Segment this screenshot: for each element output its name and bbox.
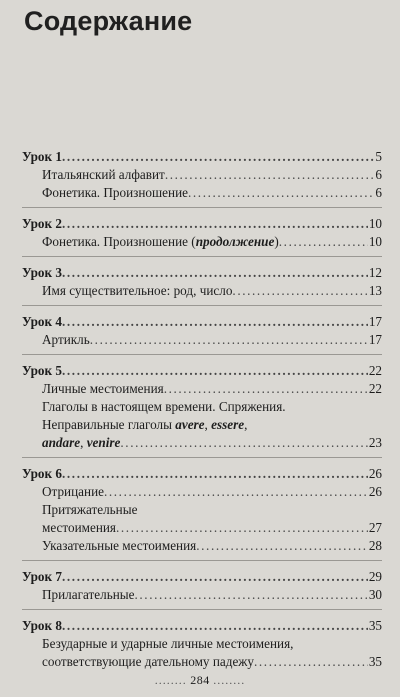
page-ref: 26 xyxy=(368,484,382,499)
page-title: Содержание xyxy=(24,6,193,36)
page-ref: 30 xyxy=(368,587,382,602)
page-number: 284 xyxy=(190,673,210,687)
toc-entry: местоимения ..... 27 xyxy=(22,519,382,537)
page-ref: 22 xyxy=(368,381,382,396)
toc-entry-line: Притяжательные xyxy=(42,502,138,517)
page-ref: 35 xyxy=(368,618,382,633)
lesson-5 xyxy=(22,362,382,458)
lesson-7 xyxy=(22,568,382,610)
lesson-3 xyxy=(22,264,382,306)
toc-entry: Итальянский алфавит ..... 6 xyxy=(22,166,382,184)
toc-entry: Фонетика. Произношение ..... 6 xyxy=(22,184,382,202)
toc-entry: соответствующие дательному падежу ..... 35 xyxy=(22,653,382,671)
toc-entry: Прилагательные ..... 30 xyxy=(22,586,382,604)
page-ref: 6 xyxy=(375,167,382,182)
toc-entry-line: Безударные и ударные личные местоимения, xyxy=(42,636,294,651)
toc-entry: andare, venire ..... 23 xyxy=(22,434,382,452)
page-ref: 35 xyxy=(368,654,382,669)
page-ref: 13 xyxy=(368,283,382,298)
page-ref: 10 xyxy=(368,234,382,249)
toc-entry: Артикль ..... 17 xyxy=(22,331,382,349)
toc-entry: Указательные местоимения ..... 28 xyxy=(22,537,382,555)
page-ref: 17 xyxy=(368,332,382,347)
lesson-heading: Урок 5 ..... 22 xyxy=(22,362,382,380)
page-ref: 6 xyxy=(375,185,382,200)
lesson-6 xyxy=(22,465,382,561)
lesson-heading: Урок 8 ..... 35 xyxy=(22,617,382,635)
toc-entry-line: Глаголы в настоящем времени. Спряжения. xyxy=(42,399,286,414)
page-ref: 17 xyxy=(368,314,382,329)
page-footer: ........ 284 ........ xyxy=(154,673,246,687)
toc-entry: Личные местоимения ..... 22 xyxy=(22,380,382,398)
lesson-heading: Урок 3 ..... 12 xyxy=(22,264,382,282)
page-ref: 10 xyxy=(368,216,382,231)
toc-entry: Фонетика. Произношение (продолжение) ..... 10 xyxy=(22,233,382,251)
page-ref: 26 xyxy=(368,466,382,481)
page-ref: 12 xyxy=(368,265,382,280)
toc-entry-line: Неправильные глаголы avere, essere, xyxy=(42,417,248,432)
lesson-1 xyxy=(22,148,382,208)
lesson-8 xyxy=(22,617,382,676)
page-ref: 27 xyxy=(368,520,382,535)
toc-entry: Отрицание ..... 26 xyxy=(22,483,382,501)
lesson-4 xyxy=(22,313,382,355)
page-ref: 5 xyxy=(375,149,382,164)
lesson-heading: Урок 4 ..... 17 xyxy=(22,313,382,331)
lesson-2 xyxy=(22,215,382,257)
page-ref: 28 xyxy=(368,538,382,553)
table-of-contents xyxy=(22,148,382,683)
lesson-heading: Урок 2 ..... 10 xyxy=(22,215,382,233)
page-ref: 22 xyxy=(368,363,382,378)
toc-entry: Имя существительное: род, число ..... 13 xyxy=(22,282,382,300)
page-ref: 23 xyxy=(368,435,382,450)
page-ref: 29 xyxy=(368,569,382,584)
lesson-heading: Урок 6 ..... 26 xyxy=(22,465,382,483)
lesson-heading: Урок 1 ..... 5 xyxy=(22,148,382,166)
lesson-heading: Урок 7 ..... 29 xyxy=(22,568,382,586)
